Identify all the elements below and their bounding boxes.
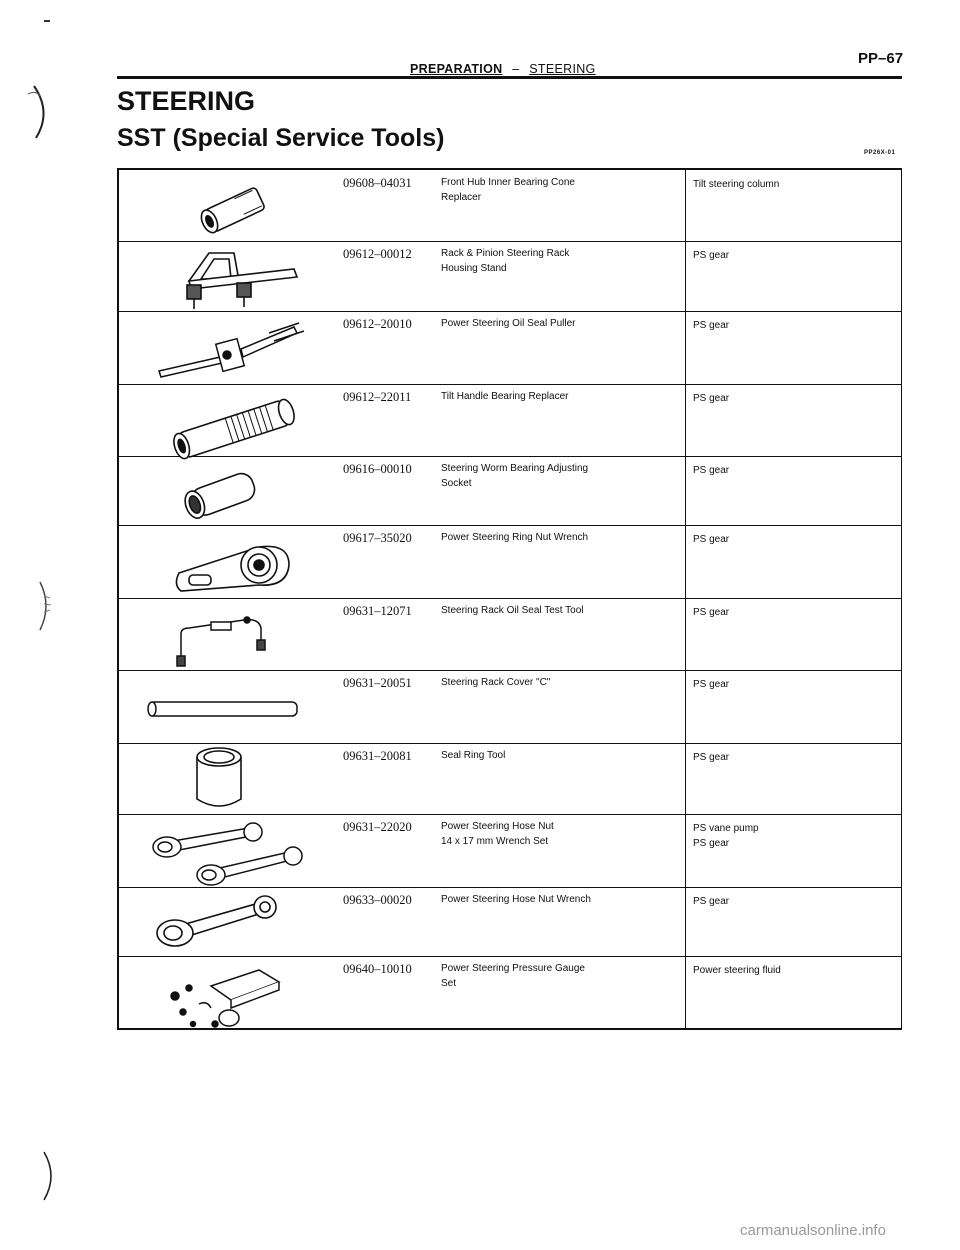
part-number: 09612–20010 xyxy=(343,317,412,331)
margin-speck xyxy=(44,20,50,22)
tool-use: PS gear xyxy=(693,465,730,476)
pressure-gauge-row xyxy=(117,1004,902,1030)
housing-stand-icon xyxy=(119,241,339,315)
tool-name: Power Steering Pressure Gauge Set xyxy=(441,963,585,989)
tool-use: PS gear xyxy=(693,607,730,618)
tool-name: Power Steering Hose Nut 14 x 17 mm Wrench Set xyxy=(441,821,554,847)
footer-watermark: carmanualsonline.info xyxy=(740,1222,886,1239)
table-row xyxy=(119,598,901,671)
tool-name: Steering Rack Cover "C" xyxy=(441,677,551,688)
table-row xyxy=(119,670,901,744)
binding-mark-icon xyxy=(30,576,60,636)
part-number: 09631–20051 xyxy=(343,676,412,690)
sst-table xyxy=(117,168,902,1030)
binding-mark-icon xyxy=(38,1148,62,1204)
tool-use: PS gear xyxy=(693,679,730,690)
figure-code: PP26X-01 xyxy=(864,150,896,156)
tool-name: Power Steering Ring Nut Wrench xyxy=(441,532,589,543)
tool-use: PS gear xyxy=(693,896,730,907)
tool-name: Power Steering Oil Seal Puller xyxy=(441,318,576,329)
table-row xyxy=(119,311,901,385)
tool-use: PS gear xyxy=(693,250,730,261)
table-row xyxy=(119,887,901,957)
handle-bearing-replacer-icon xyxy=(119,384,339,461)
bearing-cone-replacer-icon xyxy=(119,170,339,245)
tool-name: Tilt Handle Bearing Replacer xyxy=(441,391,569,402)
page-number: PP–67 xyxy=(858,50,904,67)
tool-use: PS gear xyxy=(693,393,730,404)
part-number: 09631–22020 xyxy=(343,820,412,834)
tool-use: PS gear xyxy=(693,752,730,763)
part-number: 09612–22011 xyxy=(343,390,412,404)
tool-name: Seal Ring Tool xyxy=(441,750,506,761)
tool-use: PS vane pump PS gear xyxy=(693,823,759,849)
table-row xyxy=(119,170,901,242)
rack-cover-icon xyxy=(119,670,339,748)
seal-ring-tool-icon xyxy=(119,743,339,818)
header-section: PREPARATION xyxy=(410,62,503,76)
table-row xyxy=(119,743,901,815)
tool-name: Steering Rack Oil Seal Test Tool xyxy=(441,605,584,616)
header-subsection: STEERING xyxy=(529,62,596,76)
part-number: 09640–10010 xyxy=(343,962,412,976)
ring-nut-wrench-icon xyxy=(119,525,339,603)
part-number: 09617–35020 xyxy=(343,531,412,545)
tool-use: Power steering fluid xyxy=(693,965,781,976)
table-row xyxy=(119,814,901,888)
hose-nut-wrench-icon xyxy=(119,887,339,960)
adjusting-socket-icon xyxy=(119,456,339,529)
tool-use: PS gear xyxy=(693,320,730,331)
table-row xyxy=(119,525,901,599)
tool-name: Front Hub Inner Bearing Cone Replacer xyxy=(441,177,575,203)
tool-name: Rack & Pinion Steering Rack Housing Stand xyxy=(441,248,570,274)
tool-name: Steering Worm Bearing Adjusting Socket xyxy=(441,463,589,489)
table-row xyxy=(119,456,901,526)
part-number: 09631–12071 xyxy=(343,604,412,618)
running-header xyxy=(410,62,596,76)
tool-name: Power Steering Hose Nut Wrench xyxy=(441,894,591,905)
binding-mark-icon xyxy=(26,82,56,142)
tool-use: PS gear xyxy=(693,534,730,545)
table-row xyxy=(119,241,901,312)
part-number: 09631–20081 xyxy=(343,749,412,763)
part-number: 09616–00010 xyxy=(343,462,412,476)
page-title: STEERING xyxy=(117,86,256,116)
page-subtitle: SST (Special Service Tools) xyxy=(117,124,445,152)
header-dash: – xyxy=(512,62,520,76)
tool-use: Tilt steering column xyxy=(693,179,780,190)
oil-seal-puller-icon xyxy=(119,311,339,389)
part-number: 09608–04031 xyxy=(343,176,412,190)
header-rule xyxy=(117,76,902,79)
hose-nut-wrench-set-icon xyxy=(119,814,339,892)
part-number: 09612–00012 xyxy=(343,247,412,261)
table-row xyxy=(119,384,901,457)
seal-test-tool-icon xyxy=(119,598,339,675)
part-number: 09633–00020 xyxy=(343,893,412,907)
